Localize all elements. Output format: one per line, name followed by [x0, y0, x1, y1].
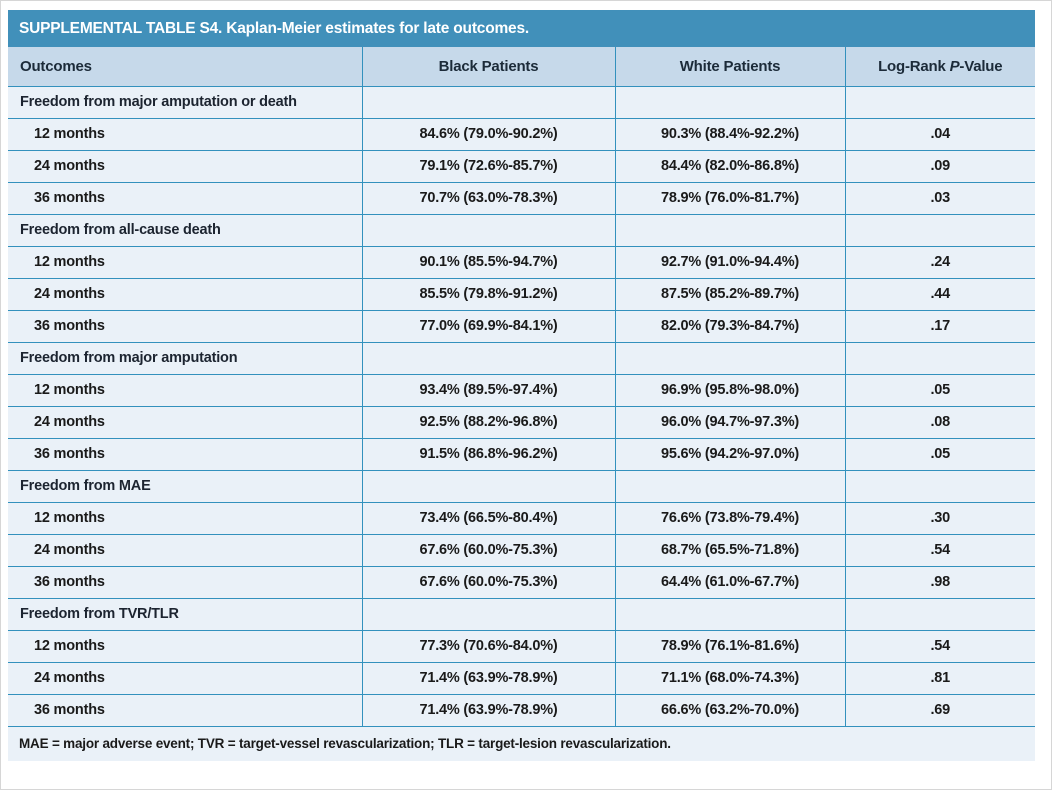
timepoint-label: 12 months	[8, 246, 362, 278]
logrank-label-prefix: Log-Rank	[878, 57, 950, 75]
logrank-pvalue: .98	[845, 566, 1035, 598]
logrank-pvalue: .17	[845, 310, 1035, 342]
black-patients-value: 71.4% (63.9%-78.9%)	[362, 662, 615, 694]
logrank-pvalue: .24	[845, 246, 1035, 278]
white-patients-value: 95.6% (94.2%-97.0%)	[615, 438, 845, 470]
white-patients-value: 82.0% (79.3%-84.7%)	[615, 310, 845, 342]
timepoint-row	[8, 534, 1035, 566]
timepoint-label: 12 months	[8, 374, 362, 406]
black-patients-value: 79.1% (72.6%-85.7%)	[362, 150, 615, 182]
column-header-outcomes: Outcomes	[8, 47, 362, 86]
logrank-pvalue: .09	[845, 150, 1035, 182]
timepoint-row	[8, 662, 1035, 694]
section-label: Freedom from major amputation or death	[8, 86, 362, 118]
white-patients-value: 64.4% (61.0%-67.7%)	[615, 566, 845, 598]
timepoint-row	[8, 246, 1035, 278]
timepoint-row	[8, 438, 1035, 470]
timepoint-row	[8, 182, 1035, 214]
empty-cell	[845, 214, 1035, 246]
black-patients-value: 90.1% (85.5%-94.7%)	[362, 246, 615, 278]
timepoint-row	[8, 310, 1035, 342]
empty-cell	[362, 86, 615, 118]
table-title-bar: SUPPLEMENTAL TABLE S4. Kaplan-Meier estimates for late outcomes.	[8, 10, 1035, 47]
empty-cell	[615, 214, 845, 246]
logrank-pvalue: .08	[845, 406, 1035, 438]
timepoint-label: 36 months	[8, 310, 362, 342]
outcomes-table	[8, 47, 1035, 727]
white-patients-value: 96.0% (94.7%-97.3%)	[615, 406, 845, 438]
empty-cell	[845, 86, 1035, 118]
timepoint-label: 24 months	[8, 150, 362, 182]
timepoint-row	[8, 150, 1035, 182]
column-header-white-patients: White Patients	[615, 47, 845, 86]
section-label: Freedom from MAE	[8, 470, 362, 502]
timepoint-label: 12 months	[8, 502, 362, 534]
white-patients-value: 96.9% (95.8%-98.0%)	[615, 374, 845, 406]
empty-cell	[615, 598, 845, 630]
section-header-row	[8, 470, 1035, 502]
timepoint-row	[8, 566, 1035, 598]
white-patients-value: 87.5% (85.2%-89.7%)	[615, 278, 845, 310]
black-patients-value: 93.4% (89.5%-97.4%)	[362, 374, 615, 406]
logrank-pvalue: .05	[845, 438, 1035, 470]
column-header-black-patients: Black Patients	[362, 47, 615, 86]
logrank-label-suffix: -Value	[959, 57, 1003, 75]
section-label: Freedom from TVR/TLR	[8, 598, 362, 630]
timepoint-label: 36 months	[8, 694, 362, 726]
timepoint-row	[8, 694, 1035, 726]
section-label: Freedom from all-cause death	[8, 214, 362, 246]
logrank-pvalue: .54	[845, 534, 1035, 566]
black-patients-value: 73.4% (66.5%-80.4%)	[362, 502, 615, 534]
timepoint-label: 36 months	[8, 566, 362, 598]
empty-cell	[615, 342, 845, 374]
column-header-row	[8, 47, 1035, 86]
supplemental-table	[8, 10, 1035, 761]
timepoint-row	[8, 118, 1035, 150]
timepoint-label: 24 months	[8, 534, 362, 566]
white-patients-value: 66.6% (63.2%-70.0%)	[615, 694, 845, 726]
empty-cell	[362, 470, 615, 502]
timepoint-label: 12 months	[8, 630, 362, 662]
white-patients-value: 78.9% (76.0%-81.7%)	[615, 182, 845, 214]
logrank-label-p: P	[949, 57, 960, 75]
logrank-pvalue: .30	[845, 502, 1035, 534]
section-label: Freedom from major amputation	[8, 342, 362, 374]
empty-cell	[362, 598, 615, 630]
black-patients-value: 84.6% (79.0%-90.2%)	[362, 118, 615, 150]
logrank-pvalue: .69	[845, 694, 1035, 726]
white-patients-value: 90.3% (88.4%-92.2%)	[615, 118, 845, 150]
timepoint-label: 36 months	[8, 182, 362, 214]
logrank-pvalue: .44	[845, 278, 1035, 310]
timepoint-row	[8, 502, 1035, 534]
white-patients-value: 78.9% (76.1%-81.6%)	[615, 630, 845, 662]
empty-cell	[845, 342, 1035, 374]
black-patients-value: 91.5% (86.8%-96.2%)	[362, 438, 615, 470]
black-patients-value: 70.7% (63.0%-78.3%)	[362, 182, 615, 214]
logrank-pvalue: .04	[845, 118, 1035, 150]
empty-cell	[615, 470, 845, 502]
section-header-row	[8, 342, 1035, 374]
white-patients-value: 68.7% (65.5%-71.8%)	[615, 534, 845, 566]
timepoint-label: 36 months	[8, 438, 362, 470]
white-patients-value: 84.4% (82.0%-86.8%)	[615, 150, 845, 182]
timepoint-row	[8, 374, 1035, 406]
black-patients-value: 77.0% (69.9%-84.1%)	[362, 310, 615, 342]
empty-cell	[845, 470, 1035, 502]
logrank-pvalue: .54	[845, 630, 1035, 662]
timepoint-row	[8, 630, 1035, 662]
black-patients-value: 71.4% (63.9%-78.9%)	[362, 694, 615, 726]
empty-cell	[845, 598, 1035, 630]
table-footnote: MAE = major adverse event; TVR = target-vessel revascularization; TLR = target-lesion revascularization.	[8, 727, 1035, 761]
timepoint-label: 24 months	[8, 406, 362, 438]
white-patients-value: 71.1% (68.0%-74.3%)	[615, 662, 845, 694]
timepoint-label: 12 months	[8, 118, 362, 150]
section-header-row	[8, 598, 1035, 630]
white-patients-value: 76.6% (73.8%-79.4%)	[615, 502, 845, 534]
empty-cell	[362, 342, 615, 374]
white-patients-value: 92.7% (91.0%-94.4%)	[615, 246, 845, 278]
timepoint-row	[8, 406, 1035, 438]
empty-cell	[362, 214, 615, 246]
black-patients-value: 85.5% (79.8%-91.2%)	[362, 278, 615, 310]
timepoint-label: 24 months	[8, 278, 362, 310]
logrank-pvalue: .81	[845, 662, 1035, 694]
column-header-logrank-pvalue	[845, 47, 1035, 86]
black-patients-value: 67.6% (60.0%-75.3%)	[362, 534, 615, 566]
section-header-row	[8, 86, 1035, 118]
timepoint-row	[8, 278, 1035, 310]
black-patients-value: 77.3% (70.6%-84.0%)	[362, 630, 615, 662]
timepoint-label: 24 months	[8, 662, 362, 694]
section-header-row	[8, 214, 1035, 246]
black-patients-value: 92.5% (88.2%-96.8%)	[362, 406, 615, 438]
empty-cell	[615, 86, 845, 118]
logrank-pvalue: .05	[845, 374, 1035, 406]
logrank-pvalue: .03	[845, 182, 1035, 214]
black-patients-value: 67.6% (60.0%-75.3%)	[362, 566, 615, 598]
